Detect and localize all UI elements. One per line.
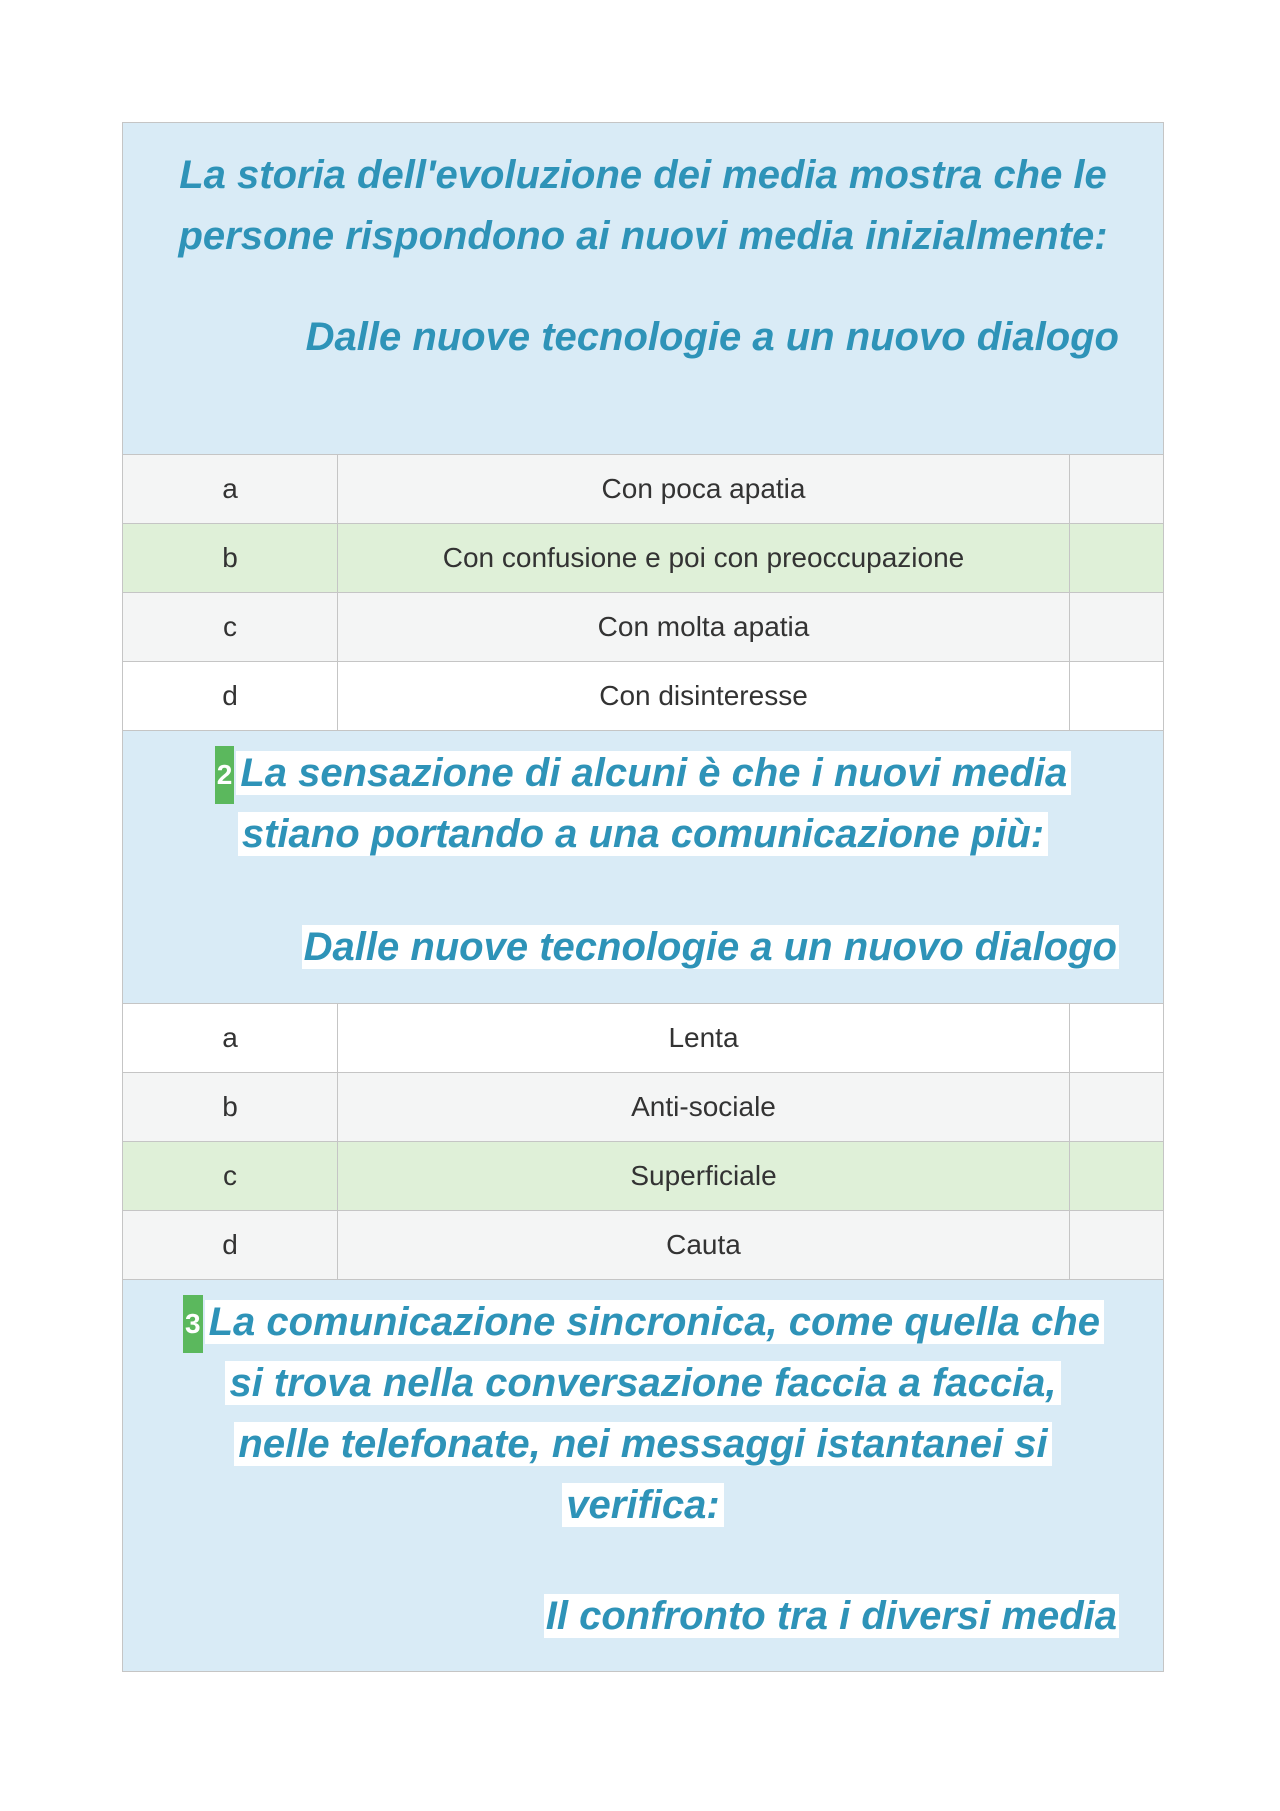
answer-letter: c <box>123 593 338 661</box>
answer-row-correct[interactable] <box>123 1142 1163 1211</box>
answer-letter: b <box>123 524 338 592</box>
answer-mark <box>1070 593 1163 661</box>
answer-row-correct[interactable] <box>123 524 1163 593</box>
answer-row[interactable] <box>123 1211 1163 1280</box>
answer-letter: c <box>123 1142 338 1210</box>
question-text: La storia dell'evoluzione dei media mostra che le persone rispondono ai nuovi media inizialmente: <box>178 153 1108 258</box>
answer-row[interactable] <box>123 593 1163 662</box>
answer-mark <box>1070 455 1163 523</box>
quiz-container <box>122 122 1164 1672</box>
answer-text: Con confusione e poi con preoccupazione <box>338 524 1070 592</box>
answer-letter: a <box>123 1004 338 1072</box>
question-number-badge: 3 <box>183 1295 203 1353</box>
question-text: 3 La comunicazione sincronica, come quella che si trova nella conversazione faccia a faccia, nelle telefonate, nei messaggi istantanei si verifica: <box>123 1280 1163 1536</box>
answer-row[interactable] <box>123 455 1163 524</box>
answer-letter: b <box>123 1073 338 1141</box>
answer-mark <box>1070 1142 1163 1210</box>
answer-text: Anti-sociale <box>338 1073 1070 1141</box>
answer-mark <box>1070 524 1163 592</box>
answer-text: Superficiale <box>338 1142 1070 1210</box>
answer-text: Con poca apatia <box>338 455 1070 523</box>
question-header <box>123 1280 1163 1671</box>
question-header <box>123 123 1163 455</box>
answer-letter: a <box>123 455 338 523</box>
answer-letter: d <box>123 1211 338 1279</box>
question-topic: Dalle nuove tecnologie a un nuovo dialogo <box>305 315 1119 359</box>
question-header <box>123 731 1163 1004</box>
question-text: 2 La sensazione di alcuni è che i nuovi media stiano portando a una comunicazione più: <box>123 731 1163 865</box>
answer-text: Cauta <box>338 1211 1070 1279</box>
question-topic: Il confronto tra i diversi media <box>545 1594 1117 1639</box>
answer-mark <box>1070 1073 1163 1141</box>
answer-row[interactable] <box>123 1073 1163 1142</box>
answer-text: Con molta apatia <box>338 593 1070 661</box>
question-number-badge: 2 <box>215 746 235 804</box>
answer-letter: d <box>123 662 338 730</box>
answer-mark <box>1070 662 1163 730</box>
answer-text: Lenta <box>338 1004 1070 1072</box>
answer-text: Con disinteresse <box>338 662 1070 730</box>
answer-mark <box>1070 1211 1163 1279</box>
question-topic: Dalle nuove tecnologie a un nuovo dialogo <box>303 925 1117 970</box>
answer-mark <box>1070 1004 1163 1072</box>
answer-row[interactable] <box>123 1004 1163 1073</box>
answer-row[interactable] <box>123 662 1163 731</box>
